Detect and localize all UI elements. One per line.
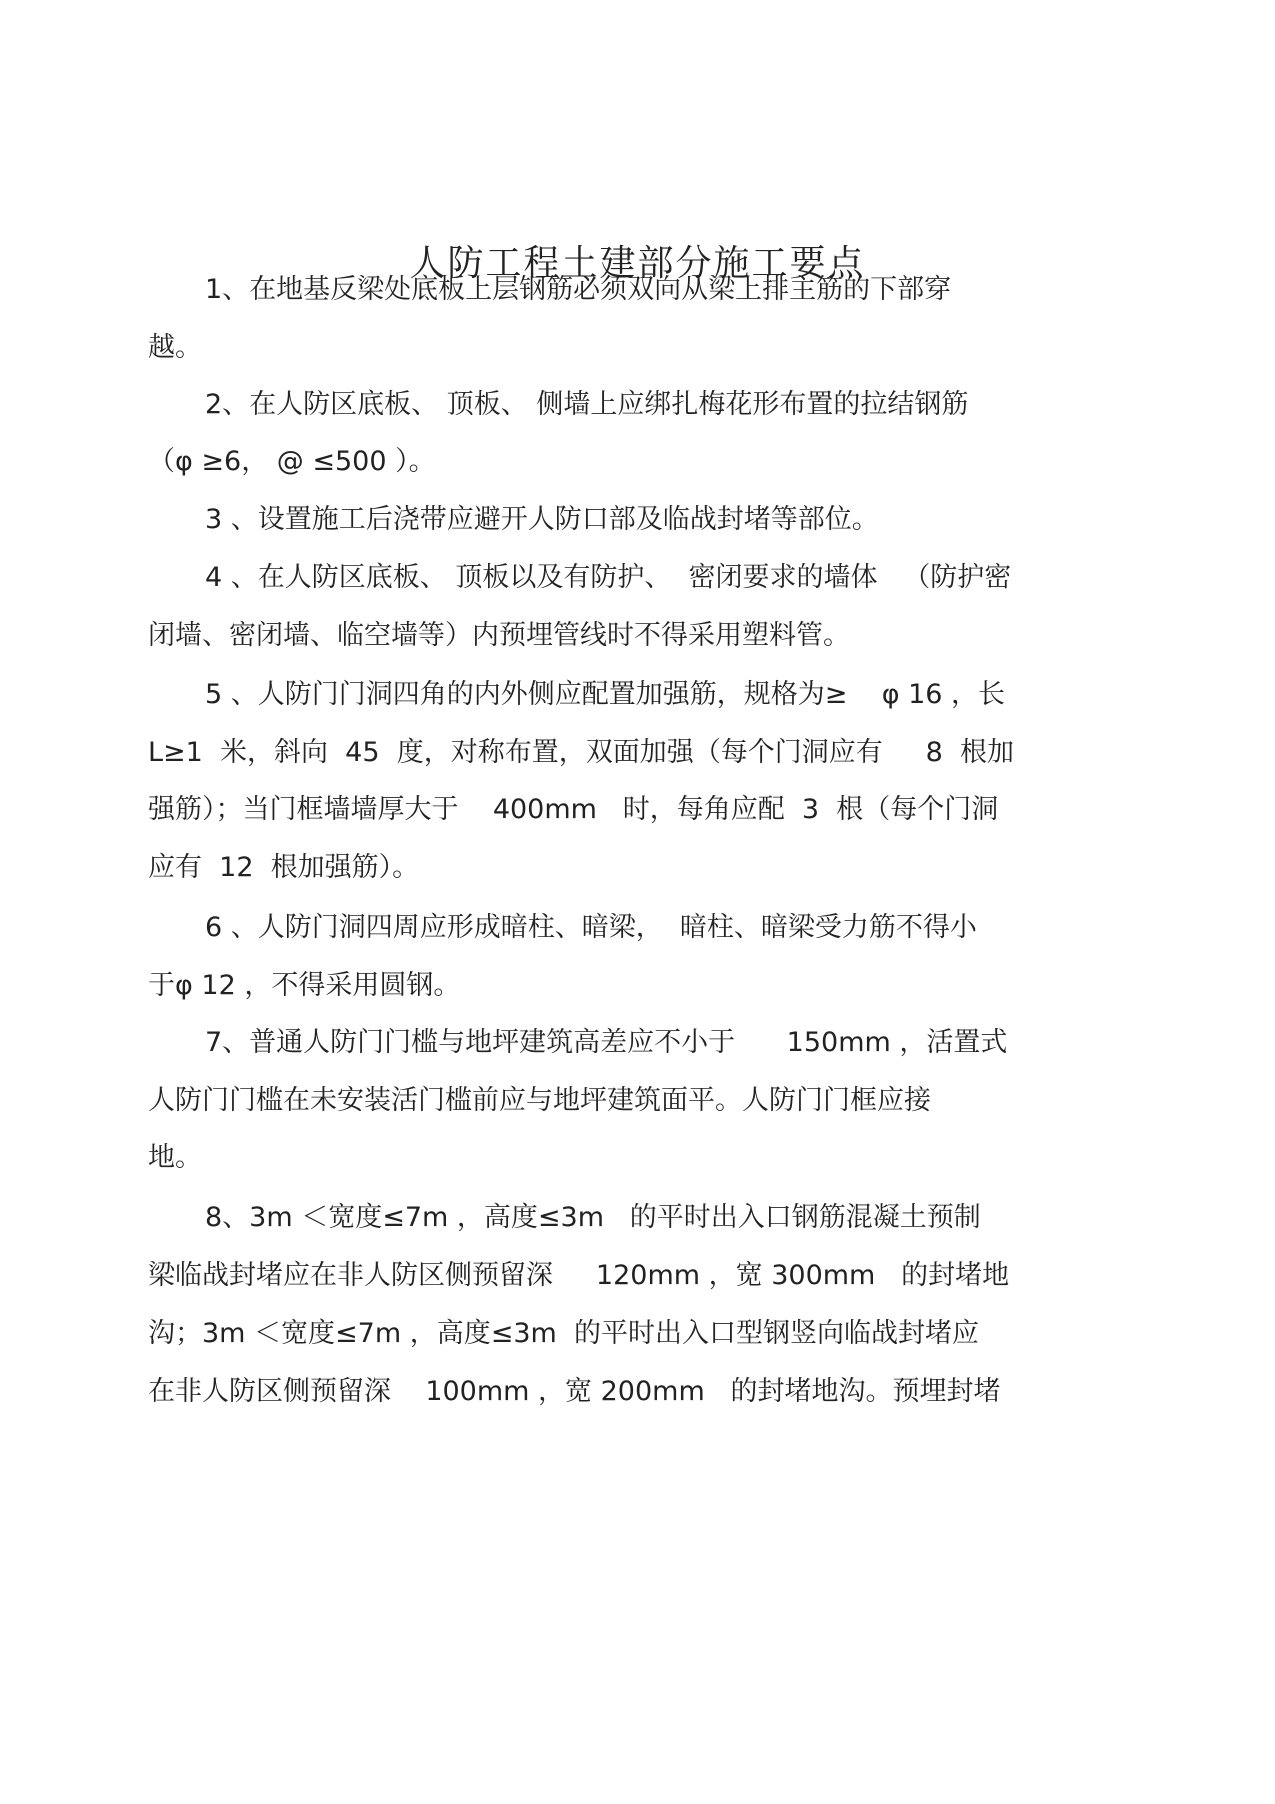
item-2-line-2: （φ ≥6， @ ≤500 ）。 — [148, 446, 436, 477]
item-3-line-1: 3 、设置施工后浇带应避开人防口部及临战封堵等部位。 — [205, 504, 879, 535]
item-4-line-1: 4 、在人防区底板、 顶板以及有防护、 密闭要求的墙体 （防护密 — [205, 562, 1012, 593]
item-1-line-2: 越。 — [148, 332, 202, 363]
item-8-line-1: 8、3m ＜宽度≤7m ，高度≤3m 的平时出入口钢筋混凝土预制 — [205, 1202, 981, 1233]
item-8-line-4: 在非人防区侧预留深 100mm ，宽 200mm 的封堵地沟。预埋封堵 — [148, 1376, 1001, 1407]
item-7-line-3: 地。 — [148, 1142, 202, 1173]
item-5-line-2: L≥1 米，斜向 45 度，对称布置，双面加强（每个门洞应有 8 根加 — [148, 737, 1014, 768]
item-4-line-2: 闭墙、密闭墙、临空墙等）内预埋管线时不得采用塑料管。 — [148, 620, 850, 651]
document-title: 人防工程土建部分施工要点 — [409, 243, 866, 284]
item-6-line-2: 于φ 12 ，不得采用圆钢。 — [148, 970, 461, 1001]
item-5-line-4: 应有 12 根加强筋）。 — [148, 852, 420, 883]
item-6-line-1: 6 、人防门洞四周应形成暗柱、暗梁， 暗柱、暗梁受力筋不得小 — [205, 912, 977, 943]
item-8-line-2: 梁临战封堵应在非人防区侧预留深 120mm ，宽 300mm 的封堵地 — [148, 1260, 1010, 1291]
item-8-line-3: 沟；3m ＜宽度≤7m ，高度≤3m 的平时出入口型钢竖向临战封堵应 — [148, 1318, 980, 1349]
item-7-line-1: 7、普通人防门门槛与地坪建筑高差应不小于 150mm ，活置式 — [205, 1027, 1008, 1058]
item-5-line-1: 5 、人防门门洞四角的内外侧应配置加强筋，规格为≥ φ 16 ，长 — [205, 679, 1006, 710]
item-7-line-2: 人防门门槛在未安装活门槛前应与地坪建筑面平。人防门门框应接 — [148, 1085, 931, 1116]
item-1-line-1: 1、在地基反梁处底板上层钢筋必须双向从梁上排主筋的下部穿 — [205, 274, 952, 305]
item-2-line-1: 2、在人防区底板、 顶板、 侧墙上应绑扎梅花形布置的拉结钢筋 — [205, 389, 969, 420]
item-5-line-3: 强筋）；当门框墙墙厚大于 400mm 时，每角应配 3 根（每个门洞 — [148, 794, 999, 825]
